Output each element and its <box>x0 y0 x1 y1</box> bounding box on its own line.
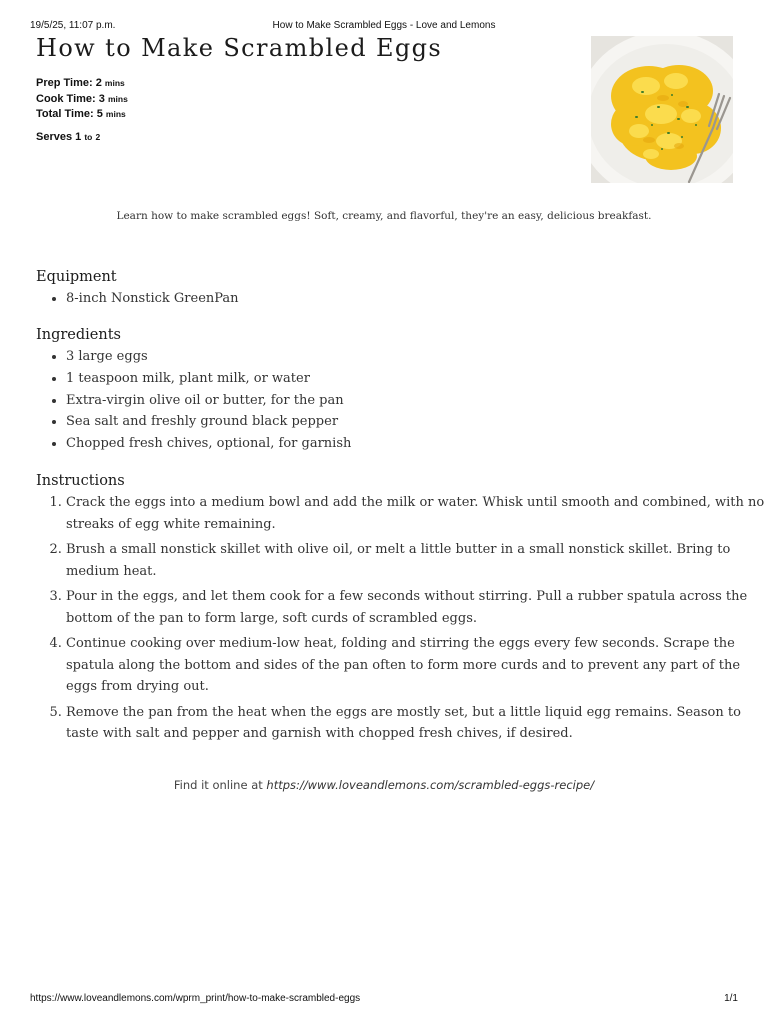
recipe-photo <box>591 36 733 183</box>
find-online-prefix: Find it online at <box>173 778 263 792</box>
cook-time <box>36 92 128 108</box>
ingredient-item: • 1 teaspoon milk, plant milk, or water <box>66 368 766 390</box>
find-online-link[interactable]: https://www.loveandlemons.com/scrambled-eggs-recipe/ <box>266 778 595 792</box>
prep-time-value: 2 <box>95 77 102 89</box>
servings-label: Serves <box>36 130 73 143</box>
cook-time-value: 3 <box>98 92 105 105</box>
find-online <box>0 778 768 792</box>
prep-time-unit: mins <box>104 78 125 88</box>
print-document-title: How to Make Scrambled Eggs - Love and Lemons <box>272 20 496 31</box>
recipe-summary: Learn how to make scrambled eggs! Soft, creamy, and flavorful, they're an easy, delicious breakfast. <box>116 210 652 222</box>
page-count: 1/1 <box>724 993 738 1004</box>
total-time <box>36 107 128 123</box>
instruction-step: 4. Continue cooking over medium-low heat, folding and stirring the eggs every few seconds. Scrape the spatula along the bottom and sides of the pan often to form more curds and to prevent any part of the eggs from drying out. <box>66 633 766 698</box>
cook-time-unit: mins <box>107 93 128 104</box>
ingredient-item: • Sea salt and freshly ground black pepper <box>66 411 766 433</box>
cook-time-label: Cook Time: <box>36 92 96 105</box>
recipe-meta <box>36 76 128 145</box>
equipment-item: • 8-inch Nonstick GreenPan <box>66 288 766 310</box>
total-time-unit: mins <box>105 109 126 119</box>
recipe-title: How to Make Scrambled Eggs <box>36 34 443 62</box>
servings-to-word: to <box>84 131 93 142</box>
prep-time-label: Prep Time: <box>36 77 93 89</box>
ingredients-list <box>36 346 766 455</box>
total-time-value: 5 <box>96 108 103 120</box>
prep-time <box>36 76 128 92</box>
equipment-heading: Equipment <box>36 269 117 285</box>
ingredient-item: • 3 large eggs <box>66 346 766 368</box>
ingredient-item: • Extra-virgin olive oil or butter, for the pan <box>66 390 766 412</box>
instruction-step: 5. Remove the pan from the heat when the eggs are mostly set, but a little liquid egg remains. Season to taste with salt and pepper and garnish with chopped fresh chives, if desired. <box>66 702 766 745</box>
servings-to: 2 <box>95 131 101 142</box>
equipment-list <box>36 288 766 310</box>
instructions-heading: Instructions <box>36 473 125 489</box>
instruction-step: 3. Pour in the eggs, and let them cook for a few seconds without stirring. Pull a rubber spatula across the bottom of the pan to form large, soft curds of scrambled eggs. <box>66 586 766 629</box>
instruction-step: 2. Brush a small nonstick skillet with olive oil, or melt a little butter in a small nonstick skillet. Bring to medium heat. <box>66 539 766 582</box>
print-date: 19/5/25, 11:07 p.m. <box>30 20 116 31</box>
servings <box>36 130 128 146</box>
print-url: https://www.loveandlemons.com/wprm_print/how-to-make-scrambled-eggs <box>30 993 361 1004</box>
instruction-step: 1. Crack the eggs into a medium bowl and add the milk or water. Whisk until smooth and combined, with no streaks of egg white remaining. <box>66 492 766 535</box>
instructions-list <box>36 492 766 749</box>
ingredient-item: • Chopped fresh chives, optional, for garnish <box>66 433 766 455</box>
scrambled-eggs-image <box>591 36 733 183</box>
total-time-label: Total Time: <box>36 108 94 120</box>
print-header <box>30 20 738 34</box>
ingredients-heading: Ingredients <box>36 327 121 343</box>
print-footer <box>30 993 738 1007</box>
servings-from: 1 <box>75 130 82 143</box>
